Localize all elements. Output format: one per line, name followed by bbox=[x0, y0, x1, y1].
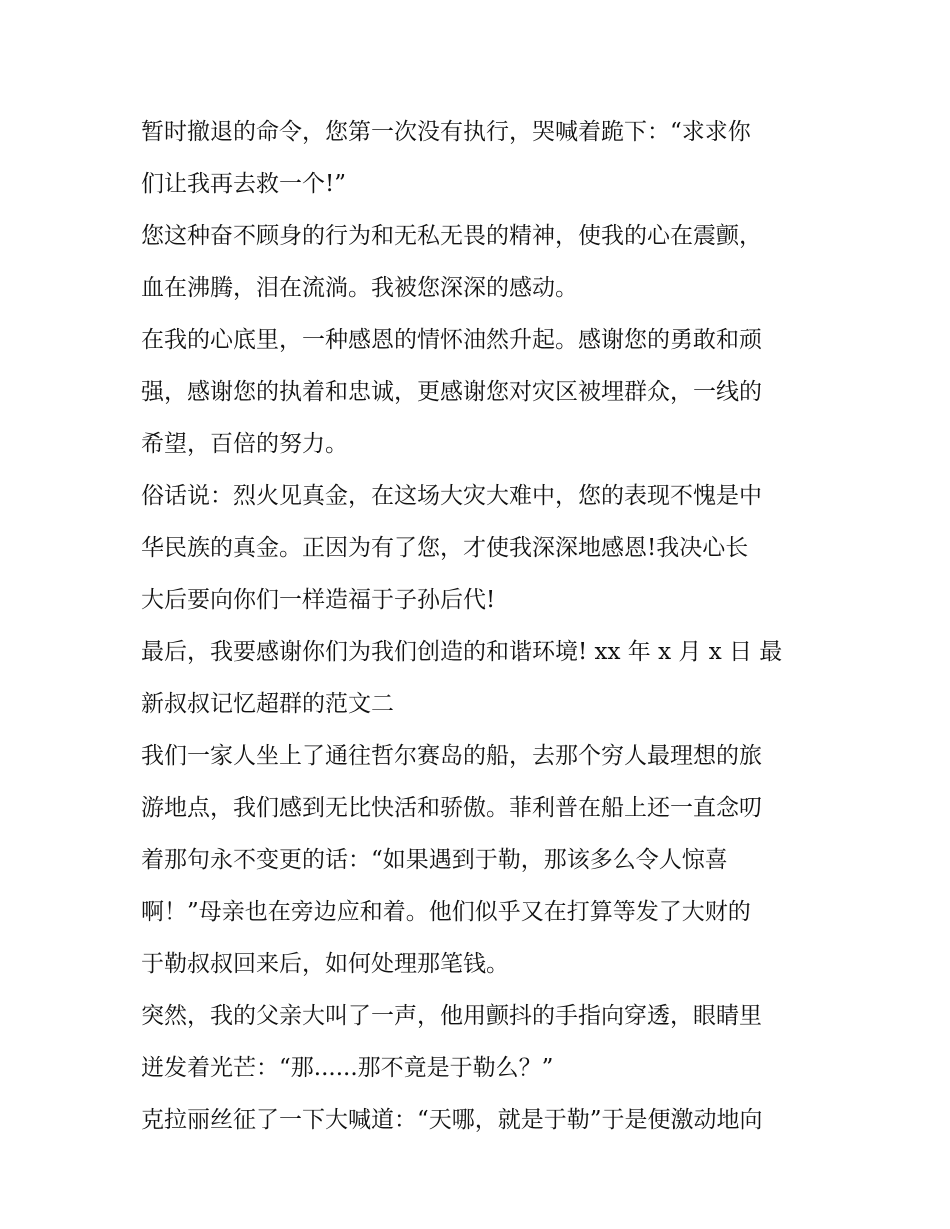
text-line: 游地点，我们感到无比快活和骄傲。菲利普在船上还一直念叨 bbox=[141, 795, 762, 821]
text-line: 克拉丽丝征了一下大喊道：“天哪，就是于勒”于是便激动地向 bbox=[141, 1107, 763, 1133]
text-line: 大后要向你们一样造福于子孙后代! bbox=[141, 587, 496, 613]
text-line: 血在沸腾，泪在流淌。我被您深深的感动。 bbox=[141, 275, 578, 301]
text-line: 最后，我要感谢你们为我们创造的和谐环境! xx 年 x 月 x 日 最 bbox=[141, 639, 783, 665]
text-line: 啊！”母亲也在旁边应和着。他们似乎又在打算等发了大财的 bbox=[141, 899, 751, 925]
text-line: 在我的心底里，一种感恩的情怀油然升起。感谢您的勇敢和顽 bbox=[141, 327, 762, 353]
text-line: 暂时撤退的命令，您第一次没有执行，哭喊着跪下：“求求你 bbox=[141, 119, 751, 145]
text-line: 华民族的真金。正因为有了您，才使我深深地感恩!我决心长 bbox=[141, 535, 749, 561]
text-line: 于勒叔叔回来后，如何处理那笔钱。 bbox=[141, 951, 509, 977]
text-line: 突然，我的父亲大叫了一声，他用颤抖的手指向穿透，眼睛里 bbox=[141, 1003, 762, 1029]
section-title-line: 新叔叔记忆超群的范文二 bbox=[141, 691, 394, 717]
text-line: 希望，百倍的努力。 bbox=[141, 431, 348, 457]
text-line: 们让我再去救一个!” bbox=[141, 171, 347, 197]
text-line: 我们一家人坐上了通往哲尔赛岛的船，去那个穷人最理想的旅 bbox=[141, 743, 762, 769]
text-line: 迸发着光芒：“那......那不竟是于勒么？” bbox=[141, 1055, 554, 1081]
text-line: 您这种奋不顾身的行为和无私无畏的精神，使我的心在震颤， bbox=[141, 223, 762, 249]
text-line: 强，感谢您的执着和忠诚，更感谢您对灾区被埋群众，一线的 bbox=[141, 379, 762, 405]
text-line: 着那句永不变更的话：“如果遇到于勒，那该多么令人惊喜 bbox=[141, 847, 728, 873]
document-body bbox=[141, 106, 821, 1146]
text-line: 俗话说：烈火见真金，在这场大灾大难中，您的表现不愧是中 bbox=[141, 483, 762, 509]
